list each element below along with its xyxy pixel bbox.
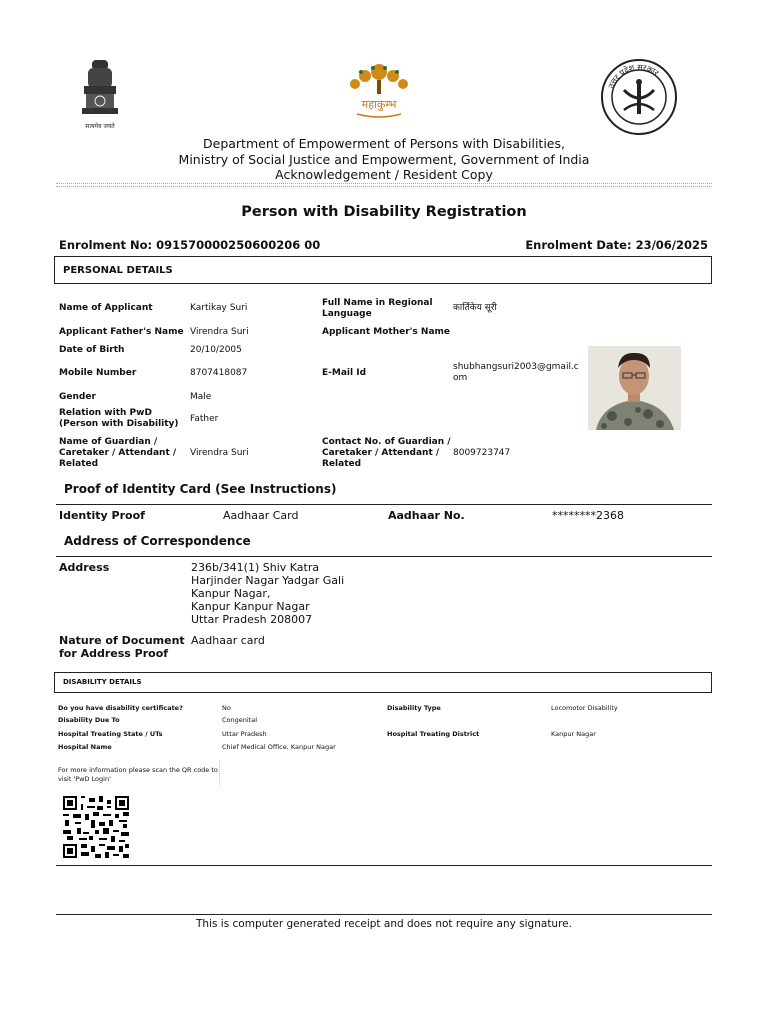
relation-value: Father [190, 414, 219, 424]
enrolment-date [525, 238, 708, 252]
qr-note: For more information please scan the QR code to visit 'PwD Login' [58, 766, 218, 783]
certificate-label: Do you have disability certificate? [58, 704, 183, 712]
applicant-photo [588, 346, 681, 430]
page-title: Person with Disability Registration [241, 204, 527, 220]
mahakumbh-logo [343, 58, 415, 122]
hospital-district-value: Kanpur Nagar [551, 730, 596, 738]
gender-label: Gender [59, 392, 96, 402]
svg-text:उत्तर प्रदेश सरकार: उत्तर प्रदेश सरकार [606, 62, 661, 90]
enrolment-number [59, 238, 320, 252]
svg-text:महाकुम्भ: महाकुम्भ [361, 98, 397, 111]
guardian-contact-label: Contact No. of Guardian / Caretaker / Attendant / Related [322, 437, 451, 469]
dob-value: 20/10/2005 [190, 345, 242, 355]
identity-divider [56, 504, 712, 505]
hospital-state-label: Hospital Treating State / UTs [58, 730, 163, 738]
svg-text:सत्यमेव जयते: सत्यमेव जयते [85, 123, 115, 130]
personal-details-title: PERSONAL DETAILS [63, 265, 173, 276]
mobile-value: 8707418087 [190, 368, 248, 378]
hospital-state-value: Uttar Pradesh [222, 730, 267, 738]
disability-details-header [54, 672, 712, 693]
certificate-value: No [222, 704, 231, 712]
footer-divider [56, 914, 712, 915]
guardian-value: Virendra Suri [190, 448, 249, 458]
disability-bottom-divider [56, 865, 712, 866]
regional-name-value: कार्तिकेय सूरी [453, 303, 497, 313]
relation-label: Relation with PwD (Person with Disability) [59, 408, 179, 429]
enrolment-date-value: 23/06/2025 [635, 238, 708, 252]
email-value: shubhangsuri2003@gmail.c om [453, 362, 579, 383]
mother-name-label: Applicant Mother's Name [322, 327, 450, 337]
aadhaar-label: Aadhaar No. [388, 509, 465, 522]
guardian-label: Name of Guardian / Caretaker / Attendant / Related [59, 437, 177, 469]
header-divider [56, 183, 712, 184]
qr-code[interactable] [63, 796, 129, 858]
disability-due-label: Disability Due To [58, 716, 120, 724]
enrolment-no-value: 091570000250600206 00 [156, 238, 321, 252]
enrolment-date-label: Enrolment Date: [525, 238, 632, 252]
hospital-district-label: Hospital Treating District [387, 730, 480, 738]
department-line-1: Department of Empowerment of Persons with Disabilities, [203, 136, 565, 151]
identity-heading: Proof of Identity Card (See Instructions) [64, 482, 337, 496]
hospital-name-value: Chief Medical Office, Kanpur Nagar [222, 743, 336, 751]
disability-type-value: Locomotor Disability [551, 704, 618, 712]
personal-details-header [54, 256, 712, 284]
disability-type-label: Disability Type [387, 704, 441, 712]
address-proof-label: Nature of Document for Address Proof [59, 634, 185, 660]
guardian-contact-value: 8009723747 [453, 448, 511, 458]
regional-name-label: Full Name in Regional Language [322, 298, 433, 319]
hospital-name-label: Hospital Name [58, 743, 112, 751]
copy-type-line: Acknowledgement / Resident Copy [275, 167, 493, 182]
gender-value: Male [190, 392, 212, 402]
dob-label: Date of Birth [59, 345, 125, 355]
name-label: Name of Applicant [59, 303, 153, 313]
enrolment-no-label: Enrolment No: [59, 238, 153, 252]
address-divider [56, 556, 712, 557]
address-proof-value: Aadhaar card [191, 634, 265, 647]
header-divider-2 [56, 186, 712, 187]
father-name-value: Virendra Suri [190, 327, 249, 337]
name-value: Kartikay Suri [190, 303, 248, 313]
mobile-label: Mobile Number [59, 368, 137, 378]
email-label: E-Mail Id [322, 368, 367, 378]
address-label: Address [59, 561, 110, 574]
qr-note-divider [219, 760, 220, 786]
aadhaar-value: ********2368 [552, 509, 624, 522]
address-heading: Address of Correspondence [64, 534, 251, 548]
national-emblem-logo [78, 58, 122, 134]
father-name-label: Applicant Father's Name [59, 327, 184, 337]
identity-proof-label: Identity Proof [59, 509, 145, 522]
ministry-line: Ministry of Social Justice and Empowerment, Government of India [178, 152, 590, 167]
up-government-seal [600, 58, 678, 136]
disability-details-title: DISABILITY DETAILS [63, 678, 142, 686]
disability-due-value: Congenital [222, 716, 258, 724]
address-value: 236b/341(1) Shiv Katra Harjinder Nagar Yadgar Gali Kanpur Nagar, Kanpur Kanpur Nagar Uttar Pradesh 208007 [191, 561, 345, 626]
identity-proof-value: Aadhaar Card [223, 509, 299, 522]
footer-note: This is computer generated receipt and does not require any signature. [196, 918, 572, 930]
